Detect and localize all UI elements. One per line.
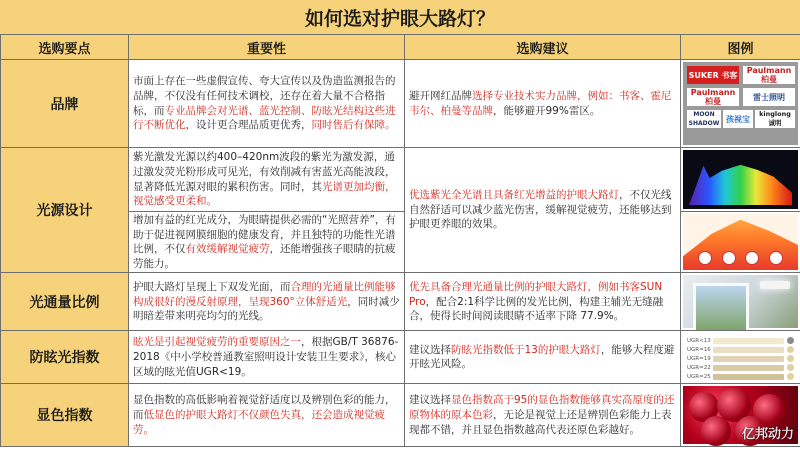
table-row-color-rendering xyxy=(1,384,800,447)
header-importance: 重要性 xyxy=(129,35,405,60)
ugr-label: UGR=19 xyxy=(687,355,711,362)
advice-light-source xyxy=(405,148,681,273)
importance-brand xyxy=(129,60,405,148)
row-label-color-rendering: 显色指数 xyxy=(1,384,129,447)
text-run-highlight: 光谱更加均衡，视觉感受更柔和。 xyxy=(133,180,396,208)
ugr-scale-graphic xyxy=(683,333,798,381)
text-run: 紫光激发光源以约400–420nm波段的紫光为激发源，通过激发荧光粉形成可见光，有效削减有害蓝光高能波段，显著降低光源对眼的累积伤害。同时，其 xyxy=(133,151,396,193)
advice-luminous-ratio xyxy=(405,273,681,331)
importance-luminous-ratio xyxy=(129,273,405,331)
text-run-highlight: 优先具备合理光通量比例的护眼大路灯，例如书客SUN Pro xyxy=(409,280,663,308)
importance-light-source-a xyxy=(129,148,405,212)
header-advice: 选购建议 xyxy=(405,35,681,60)
logo-suker: SUKER 书客 xyxy=(687,66,739,84)
brand-logos-grid xyxy=(683,62,798,145)
text-run: ，能够避开99%雷区。 xyxy=(493,104,601,117)
brand-logos-image xyxy=(681,60,800,148)
text-run-highlight: 选择专业技术实力品牌，例如：书客、霍尼韦尔、柏曼等品牌 xyxy=(409,89,672,117)
row-label-light-source: 光源设计 xyxy=(1,148,129,273)
cherries-image xyxy=(681,384,800,447)
text-run: ，能够大程度避开眩光风险。 xyxy=(409,343,675,371)
row-label-luminous-ratio: 光通量比例 xyxy=(1,273,129,331)
text-run-highlight: 防眩光指数低于13的护眼大路灯 xyxy=(451,343,601,356)
watermark: 亿邦动力 xyxy=(741,427,794,443)
text-run: 显色指数的高低影响着视觉舒适度以及辨别色彩的能力，而 xyxy=(133,394,396,422)
text-run: ，无论是视觉上还是辨别色彩能力上表现都不错，并且显色指数越高代表还原色彩越好。 xyxy=(409,409,672,436)
advice-color-rendering xyxy=(405,384,681,447)
text-run-highlight: 眩光是引起视觉疲劳的重要原因之一 xyxy=(133,336,301,349)
table-row-light-source xyxy=(1,148,800,212)
text-run-highlight: 合理的光通量比例能够构成很好的漫反射原理，呈现360°立体舒适光 xyxy=(133,280,396,308)
importance-color-rendering xyxy=(129,384,405,447)
text-run: 增加有益的红光成分，为眼睛提供必需的“光照营养”，有助于促进视网膜细胞的健康发育，并且独特的功能性光谱比例，不仅 xyxy=(133,214,396,256)
text-run: ，同时减少明暗差带来明亮均匀的光线。 xyxy=(133,295,400,323)
row-label-brand: 品牌 xyxy=(1,60,129,148)
ugr-label: UGR<13 xyxy=(687,337,711,344)
text-run: 市面上存在一些虚假宣传、夸大宣传以及伪造监测报告的品牌，不仅没有任何技术调校，还存在着大量不合格指标，而 xyxy=(133,75,396,117)
importance-light-source-b xyxy=(129,212,405,273)
ugr-scale-image xyxy=(681,331,800,384)
table-row-brand xyxy=(1,60,800,148)
logo-kinglong: kinglong 诚明 xyxy=(755,110,795,128)
row-label-anti-glare: 防眩光指数 xyxy=(1,331,129,384)
ugr-label: UGR=16 xyxy=(687,346,711,353)
logo-nvc: 雷士照明 xyxy=(743,88,795,106)
text-run-highlight: 有效缓解视觉疲劳 xyxy=(185,243,270,256)
advice-brand xyxy=(405,60,681,148)
text-run-highlight: 优选紫光全光谱且具备红光增益的护眼大路灯 xyxy=(409,189,619,202)
text-run: ，根据GB/T 36876-2018《中小学校普通教室照明设计安装卫生要求》，核心区域的眩光值UGR<19。 xyxy=(133,336,399,378)
text-run-highlight: 同时售后有保障。 xyxy=(311,119,396,132)
table-row-luminous-ratio xyxy=(1,273,800,331)
text-run: ，还能增强孩子眼睛的抗疲劳能力。 xyxy=(133,243,396,270)
logo-paulmann-2: Paulmann 柏曼 xyxy=(687,88,739,106)
text-run: 避开网红品牌 xyxy=(409,89,472,102)
logo-haishibao: 孩视宝 xyxy=(723,110,753,128)
text-run: ，配合2:1科学比例的发光比例，构建主辅光无缝融合，使得长时间阅读眼睛不适率下降 77.9%。 xyxy=(409,295,664,323)
text-run: 护眼大路灯呈现上下双发光面，而 xyxy=(133,280,291,293)
spectrum-image xyxy=(681,148,800,212)
room-light-graphic xyxy=(683,275,798,328)
table-row-anti-glare xyxy=(1,331,800,384)
cherries-graphic xyxy=(683,386,798,444)
header-illustration: 图例 xyxy=(681,35,800,60)
ugr-label: UGR=22 xyxy=(687,364,711,371)
red-light-image xyxy=(681,212,800,273)
text-run: ，设计更合理品质更优秀， xyxy=(185,119,312,132)
red-light-graphic xyxy=(683,214,798,270)
buying-guide-table xyxy=(0,34,800,447)
advice-anti-glare xyxy=(405,331,681,384)
header-points: 选购要点 xyxy=(1,35,129,60)
text-run-highlight: 显色指数高于95的显色指数能够真实高原度的还原物体的原本色彩 xyxy=(409,394,675,422)
page-title: 如何选对护眼大路灯？ xyxy=(0,0,800,34)
text-run: 建议选择 xyxy=(409,343,451,356)
text-run: ，不仅光线自然舒适可以减少蓝光伤害，缓解视觉疲劳，还能够达到护眼更养眼的效果。 xyxy=(409,189,672,231)
spectrum-graphic xyxy=(683,150,798,209)
text-run-highlight: 专业品牌会对光谱、蓝光控制、防眩光结构这些进行不断优化 xyxy=(133,104,396,132)
importance-anti-glare xyxy=(129,331,405,384)
table-header-row xyxy=(1,35,800,60)
text-run-highlight: 低显色的护眼大路灯不仅颜色失真，还会造成视觉疲劳。 xyxy=(133,409,385,436)
text-run: 建议选择 xyxy=(409,394,451,407)
room-light-image xyxy=(681,273,800,331)
logo-moonshadow: MOON SHADOW xyxy=(688,111,720,127)
ugr-label: UGR=25 xyxy=(687,373,711,380)
logo-paulmann-1: Paulmann 柏曼 xyxy=(743,66,795,84)
